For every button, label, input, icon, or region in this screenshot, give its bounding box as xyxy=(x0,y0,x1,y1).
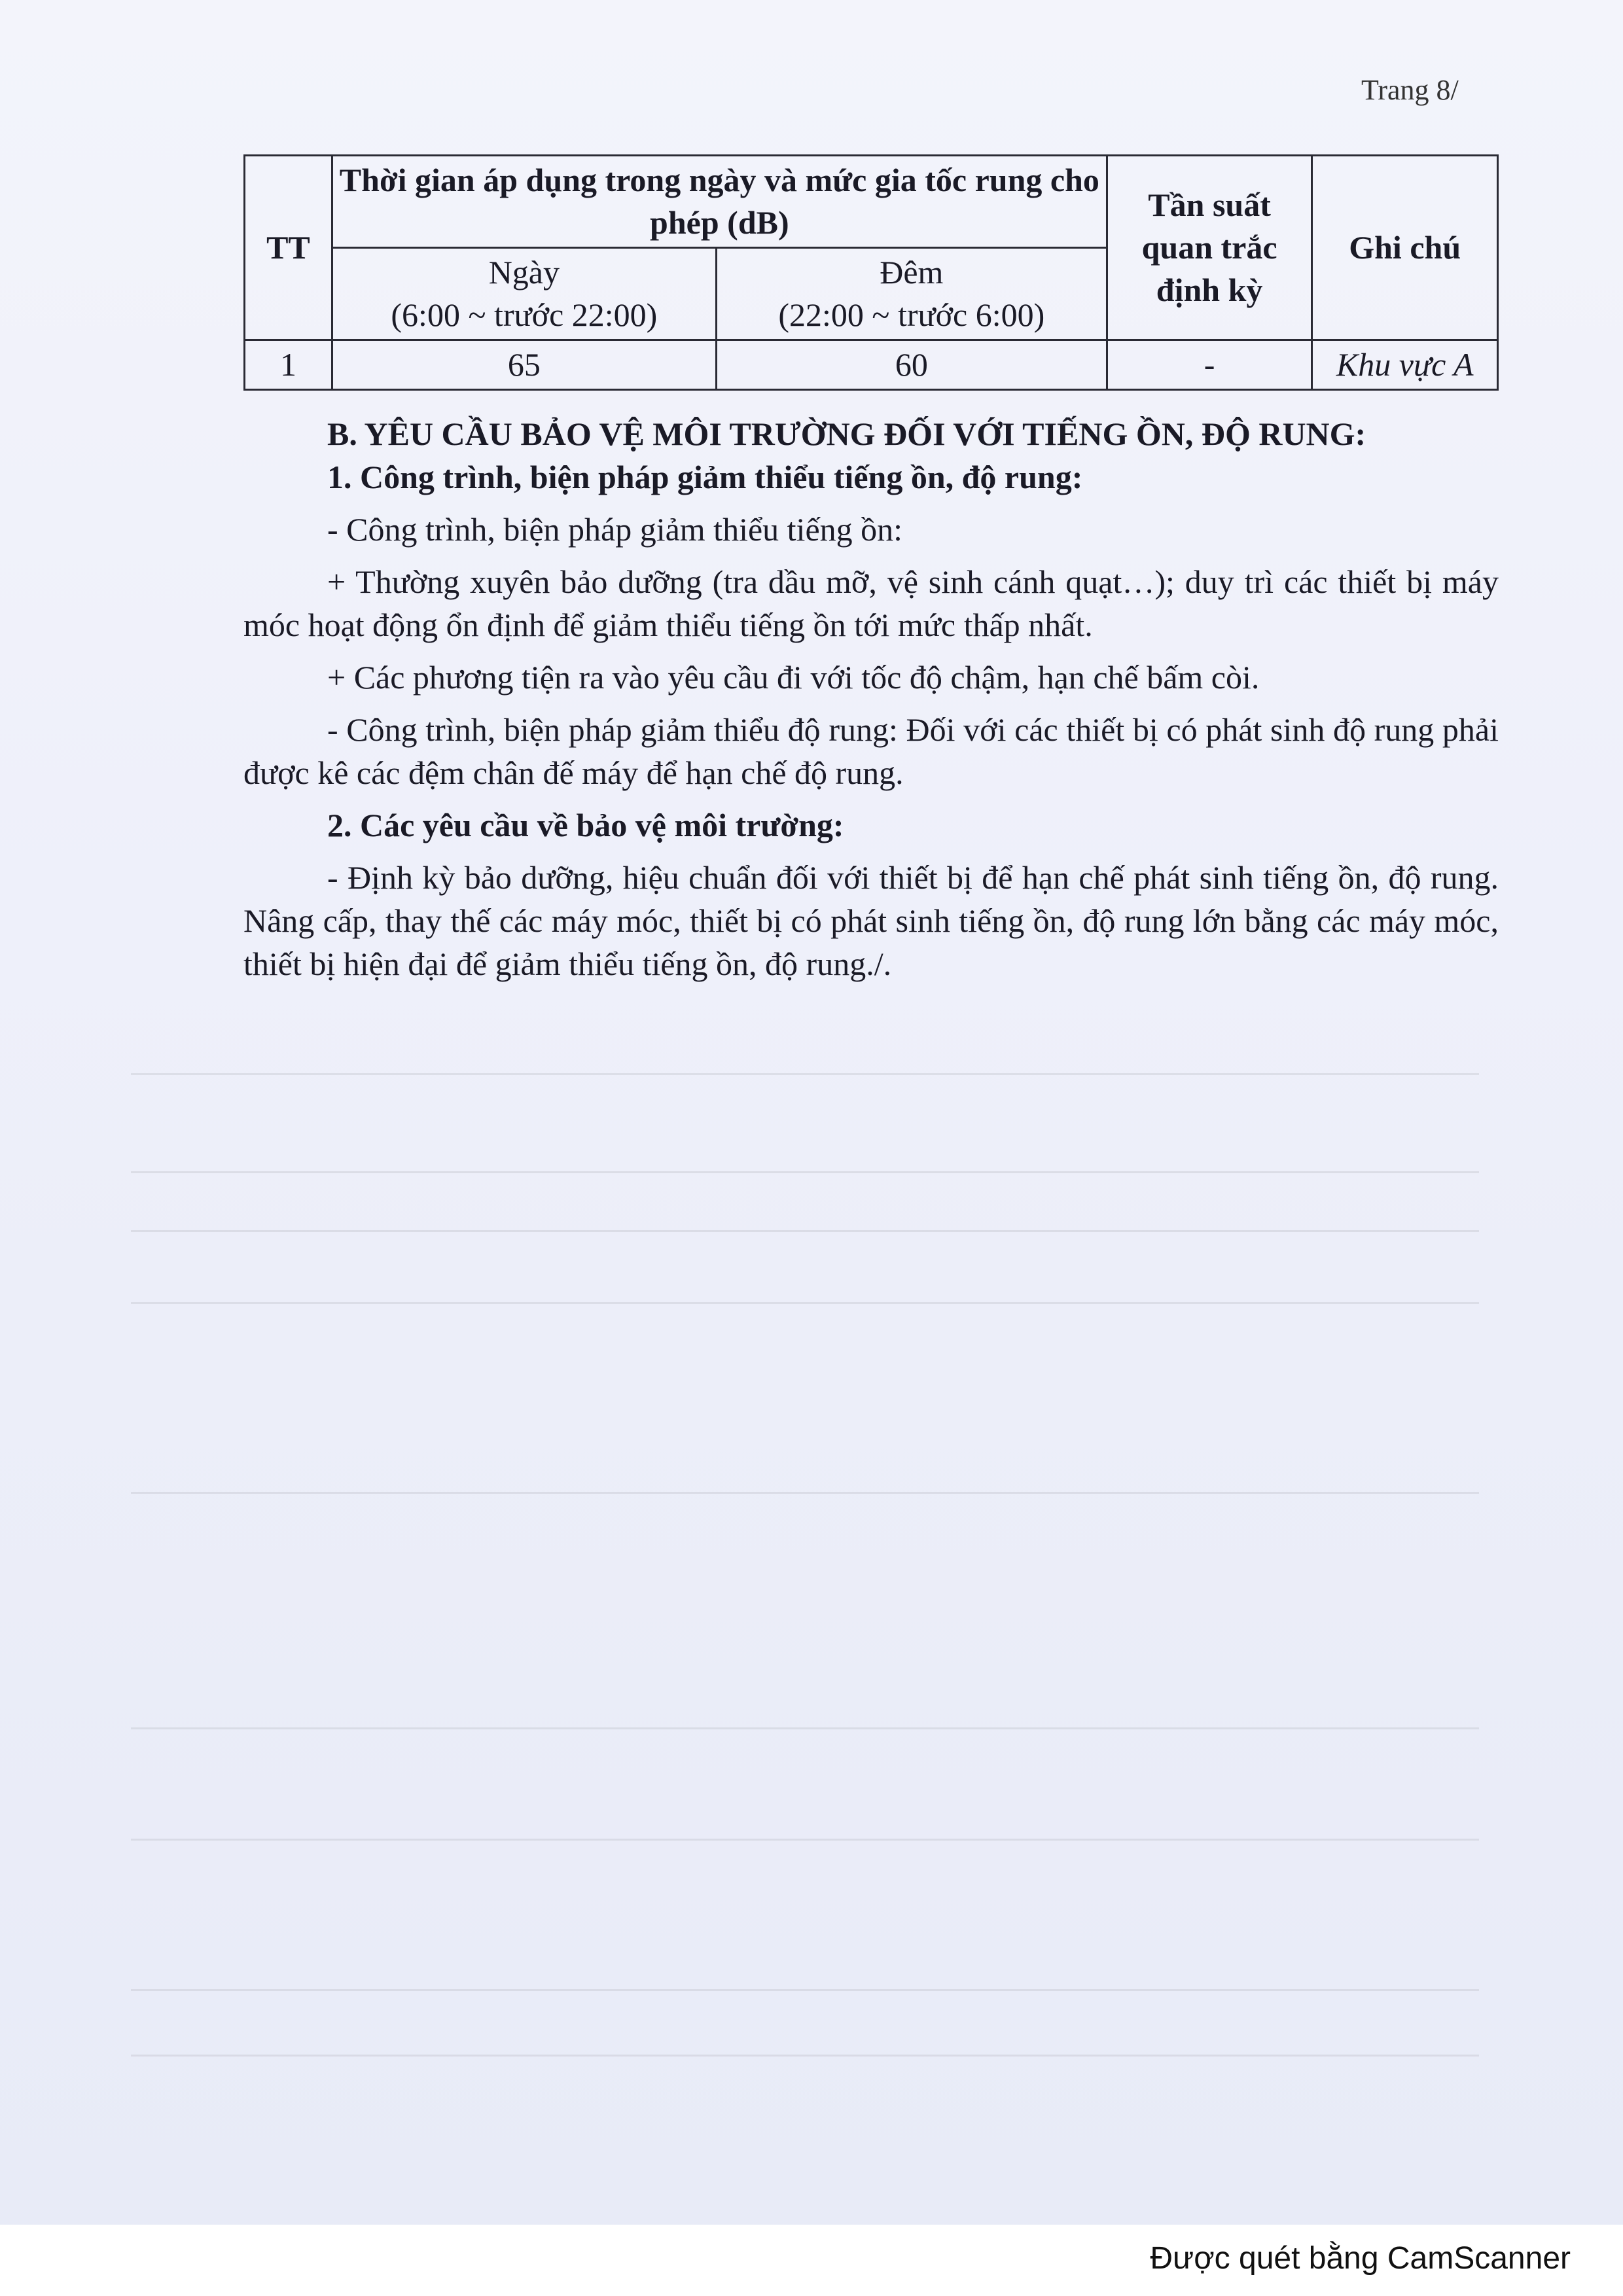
page-number: Trang 8/ xyxy=(1361,74,1459,106)
header-time-group: Thời gian áp dụng trong ngày và mức gia tốc rung cho phép (dB) xyxy=(332,156,1107,248)
header-night xyxy=(716,248,1107,340)
paragraph-5: - Định kỳ bảo dưỡng, hiệu chuẩn đối với thiết bị để hạn chế phát sinh tiếng ồn, độ rung. Nâng cấp, thay thế các máy móc, thiết bị có phát sinh tiếng ồn, độ rung lớn bằng các máy móc, thiết bị hiện đại để giảm thiểu tiếng ồn, độ rung./. xyxy=(243,859,1499,982)
show-through-background xyxy=(118,1021,1505,2133)
table-header-row xyxy=(245,156,1498,248)
header-tt: TT xyxy=(245,156,332,340)
day-range: (6:00 ~ trước 22:00) xyxy=(391,296,658,333)
night-label: Đêm xyxy=(880,254,944,291)
scanner-watermark: Được quét bằng CamScanner xyxy=(1150,2241,1571,2276)
scanner-footer xyxy=(0,2225,1623,2296)
cell-frequency: - xyxy=(1107,340,1312,390)
header-frequency: Tần suất quan trắc định kỳ xyxy=(1107,156,1312,340)
vibration-limits-table xyxy=(243,154,1499,391)
cell-note: Khu vực A xyxy=(1312,340,1498,390)
cell-night: 60 xyxy=(716,340,1107,390)
body-text xyxy=(243,412,1499,985)
cell-day: 65 xyxy=(332,340,716,390)
subheading-2: 2. Các yêu cầu về bảo vệ môi trường: xyxy=(327,807,844,843)
header-day xyxy=(332,248,716,340)
day-label: Ngày xyxy=(488,254,560,291)
section-b-heading: B. YÊU CẦU BẢO VỆ MÔI TRƯỜNG ĐỐI VỚI TIẾNG ỒN, ĐỘ RUNG: xyxy=(327,415,1366,452)
paragraph-1: - Công trình, biện pháp giảm thiểu tiếng ồn: xyxy=(327,511,903,548)
night-range: (22:00 ~ trước 6:00) xyxy=(778,296,1045,333)
cell-tt: 1 xyxy=(245,340,332,390)
header-note: Ghi chú xyxy=(1312,156,1498,340)
table-row xyxy=(245,340,1498,390)
paragraph-4: - Công trình, biện pháp giảm thiểu độ rung: Đối với các thiết bị có phát sinh độ rung phải được kê các đệm chân đế máy để hạn chế độ rung. xyxy=(243,711,1499,791)
paragraph-2: + Thường xuyên bảo dưỡng (tra dầu mỡ, vệ sinh cánh quạt…); duy trì các thiết bị máy móc hoạt động ổn định để giảm thiểu tiếng ồn tới mức thấp nhất. xyxy=(243,563,1499,643)
paragraph-3: + Các phương tiện ra vào yêu cầu đi với tốc độ chậm, hạn chế bấm còi. xyxy=(327,659,1260,696)
subheading-1: 1. Công trình, biện pháp giảm thiểu tiếng ồn, độ rung: xyxy=(327,459,1083,495)
